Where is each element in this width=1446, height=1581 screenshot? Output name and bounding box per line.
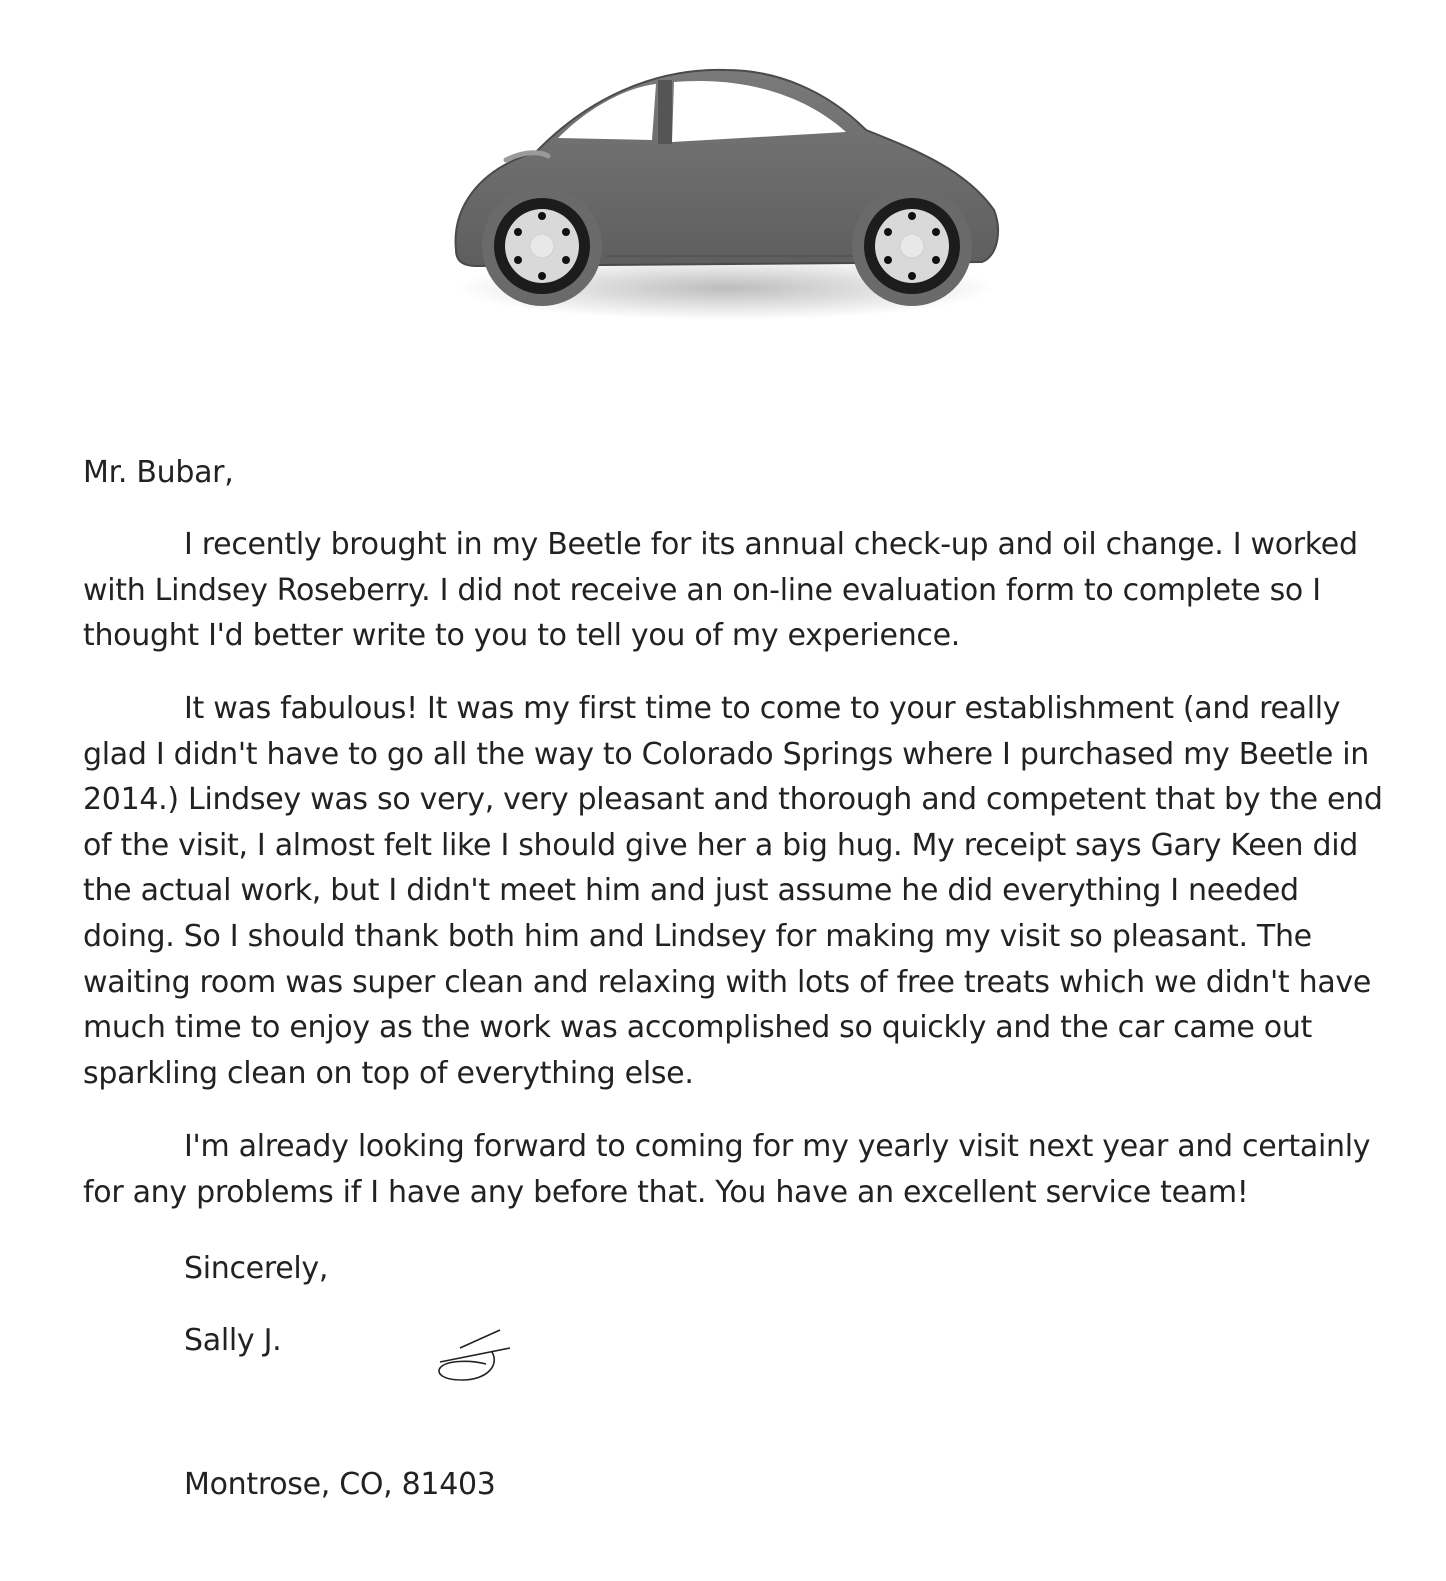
paragraph-3: I'm already looking forward to coming for my yearly visit next year and certainly for any problems if I have any before that. You have an excellent service team! <box>83 1129 1371 1210</box>
paragraph-2: It was fabulous! It was my first time to come to your establishment (and really glad I didn't have to go all the way to Colorado Springs where I purchased my Beetle in 2014.) Lindsey was so very, very pleasant and thorough and competent that by the end of the visit, I almost felt like I should give her a big hug. My receipt says Gary Keen did the actual work, but I didn't meet him and just assume he did everything I needed doing. So I should thank both him and Lindsey for making my visit so pleasant. The waiting room was super clean and relaxing with lots of free treats which we didn't have much time to enjoy as the work was accomplished so quickly and the car came out sparkling clean on top of everything else. <box>83 691 1383 1091</box>
signature-mark <box>430 1320 520 1390</box>
sender-location: Montrose, CO, 81403 <box>184 1467 496 1502</box>
sender-name: Sally J. <box>184 1323 282 1358</box>
salutation: Mr. Bubar, <box>83 455 234 490</box>
car-icon <box>446 60 1002 330</box>
closing: Sincerely, <box>184 1251 329 1286</box>
paragraph-1: I recently brought in my Beetle for its annual check-up and oil change. I worked with Lindsey Roseberry. I did not receive an on-line evaluation form to complete so I thought I'd better write to you to tell you of my experience. <box>83 527 1358 654</box>
